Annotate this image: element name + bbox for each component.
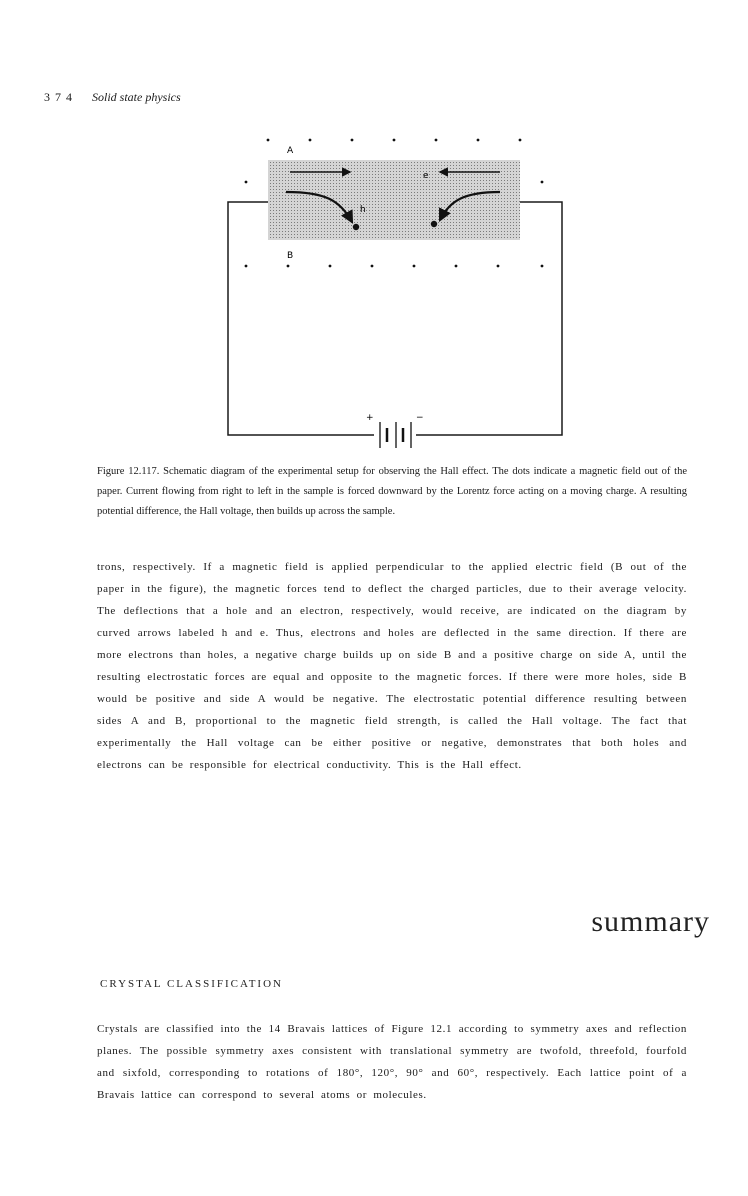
battery-icon xyxy=(380,422,411,448)
label-e: e xyxy=(423,171,429,181)
subheading: CRYSTAL CLASSIFICATION xyxy=(100,978,283,990)
electron-particle xyxy=(431,221,437,227)
page-number: 374 xyxy=(44,90,77,104)
hole-particle xyxy=(353,224,359,230)
hall-effect-figure xyxy=(0,120,748,460)
page-header xyxy=(44,90,181,105)
section-title: summary xyxy=(591,905,710,938)
running-title: Solid state physics xyxy=(92,90,181,104)
figure-caption: Figure 12.117. Schematic diagram of the experimental setup for observing the Hall effect. The dots indicate a magnetic field out of the paper. Current flowing from right to left in the sample is forced downward by the Lorentz force acting on a moving charge. A resulting potential difference, the Hall voltage, then builds up across the sample. xyxy=(97,466,687,517)
body-paragraph: trons, respectively. If a magnetic field is applied perpendicular to the applied electric field (B out of the paper in the figure), the magnetic forces tend to deflect the charged particles, due to their average velocity. The deflections that a hole and an electron, respectively, would receive, are indicated on the diagram by curved arrows labeled h and e. Thus, electrons and holes are deflected in the same direction. If there are more electrons than holes, a negative charge builds up on side B and a positive charge on side A, until the resulting electrostatic forces are equal and opposite to the magnetic forces. If there were more holes, side B would be positive and side A would be negative. The electrostatic potential difference resulting between sides A and B, proportional to the magnetic field strength, is called the Hall voltage. The fact that experimentally the Hall voltage can be either positive or negative, demonstrates that both holes and electrons can be responsible for electrical conductivity. This is the Hall effect. xyxy=(97,561,687,771)
summary-paragraph: Crystals are classified into the 14 Bravais lattices of Figure 12.1 according to symmetry axes and reflection planes. The possible symmetry axes consistent with translational symmetry are twofold, threefold, fourfold and sixfold, corresponding to rotations of 180°, 120°, 90° and 60°, respectively. Each lattice point of a Bravais lattice can correspond to several atoms or molecules. xyxy=(97,1023,687,1101)
minus-sign: − xyxy=(416,413,424,423)
plus-sign: + xyxy=(366,413,374,423)
label-a: A xyxy=(287,146,294,156)
label-b: B xyxy=(287,251,294,261)
label-h: h xyxy=(360,205,366,215)
